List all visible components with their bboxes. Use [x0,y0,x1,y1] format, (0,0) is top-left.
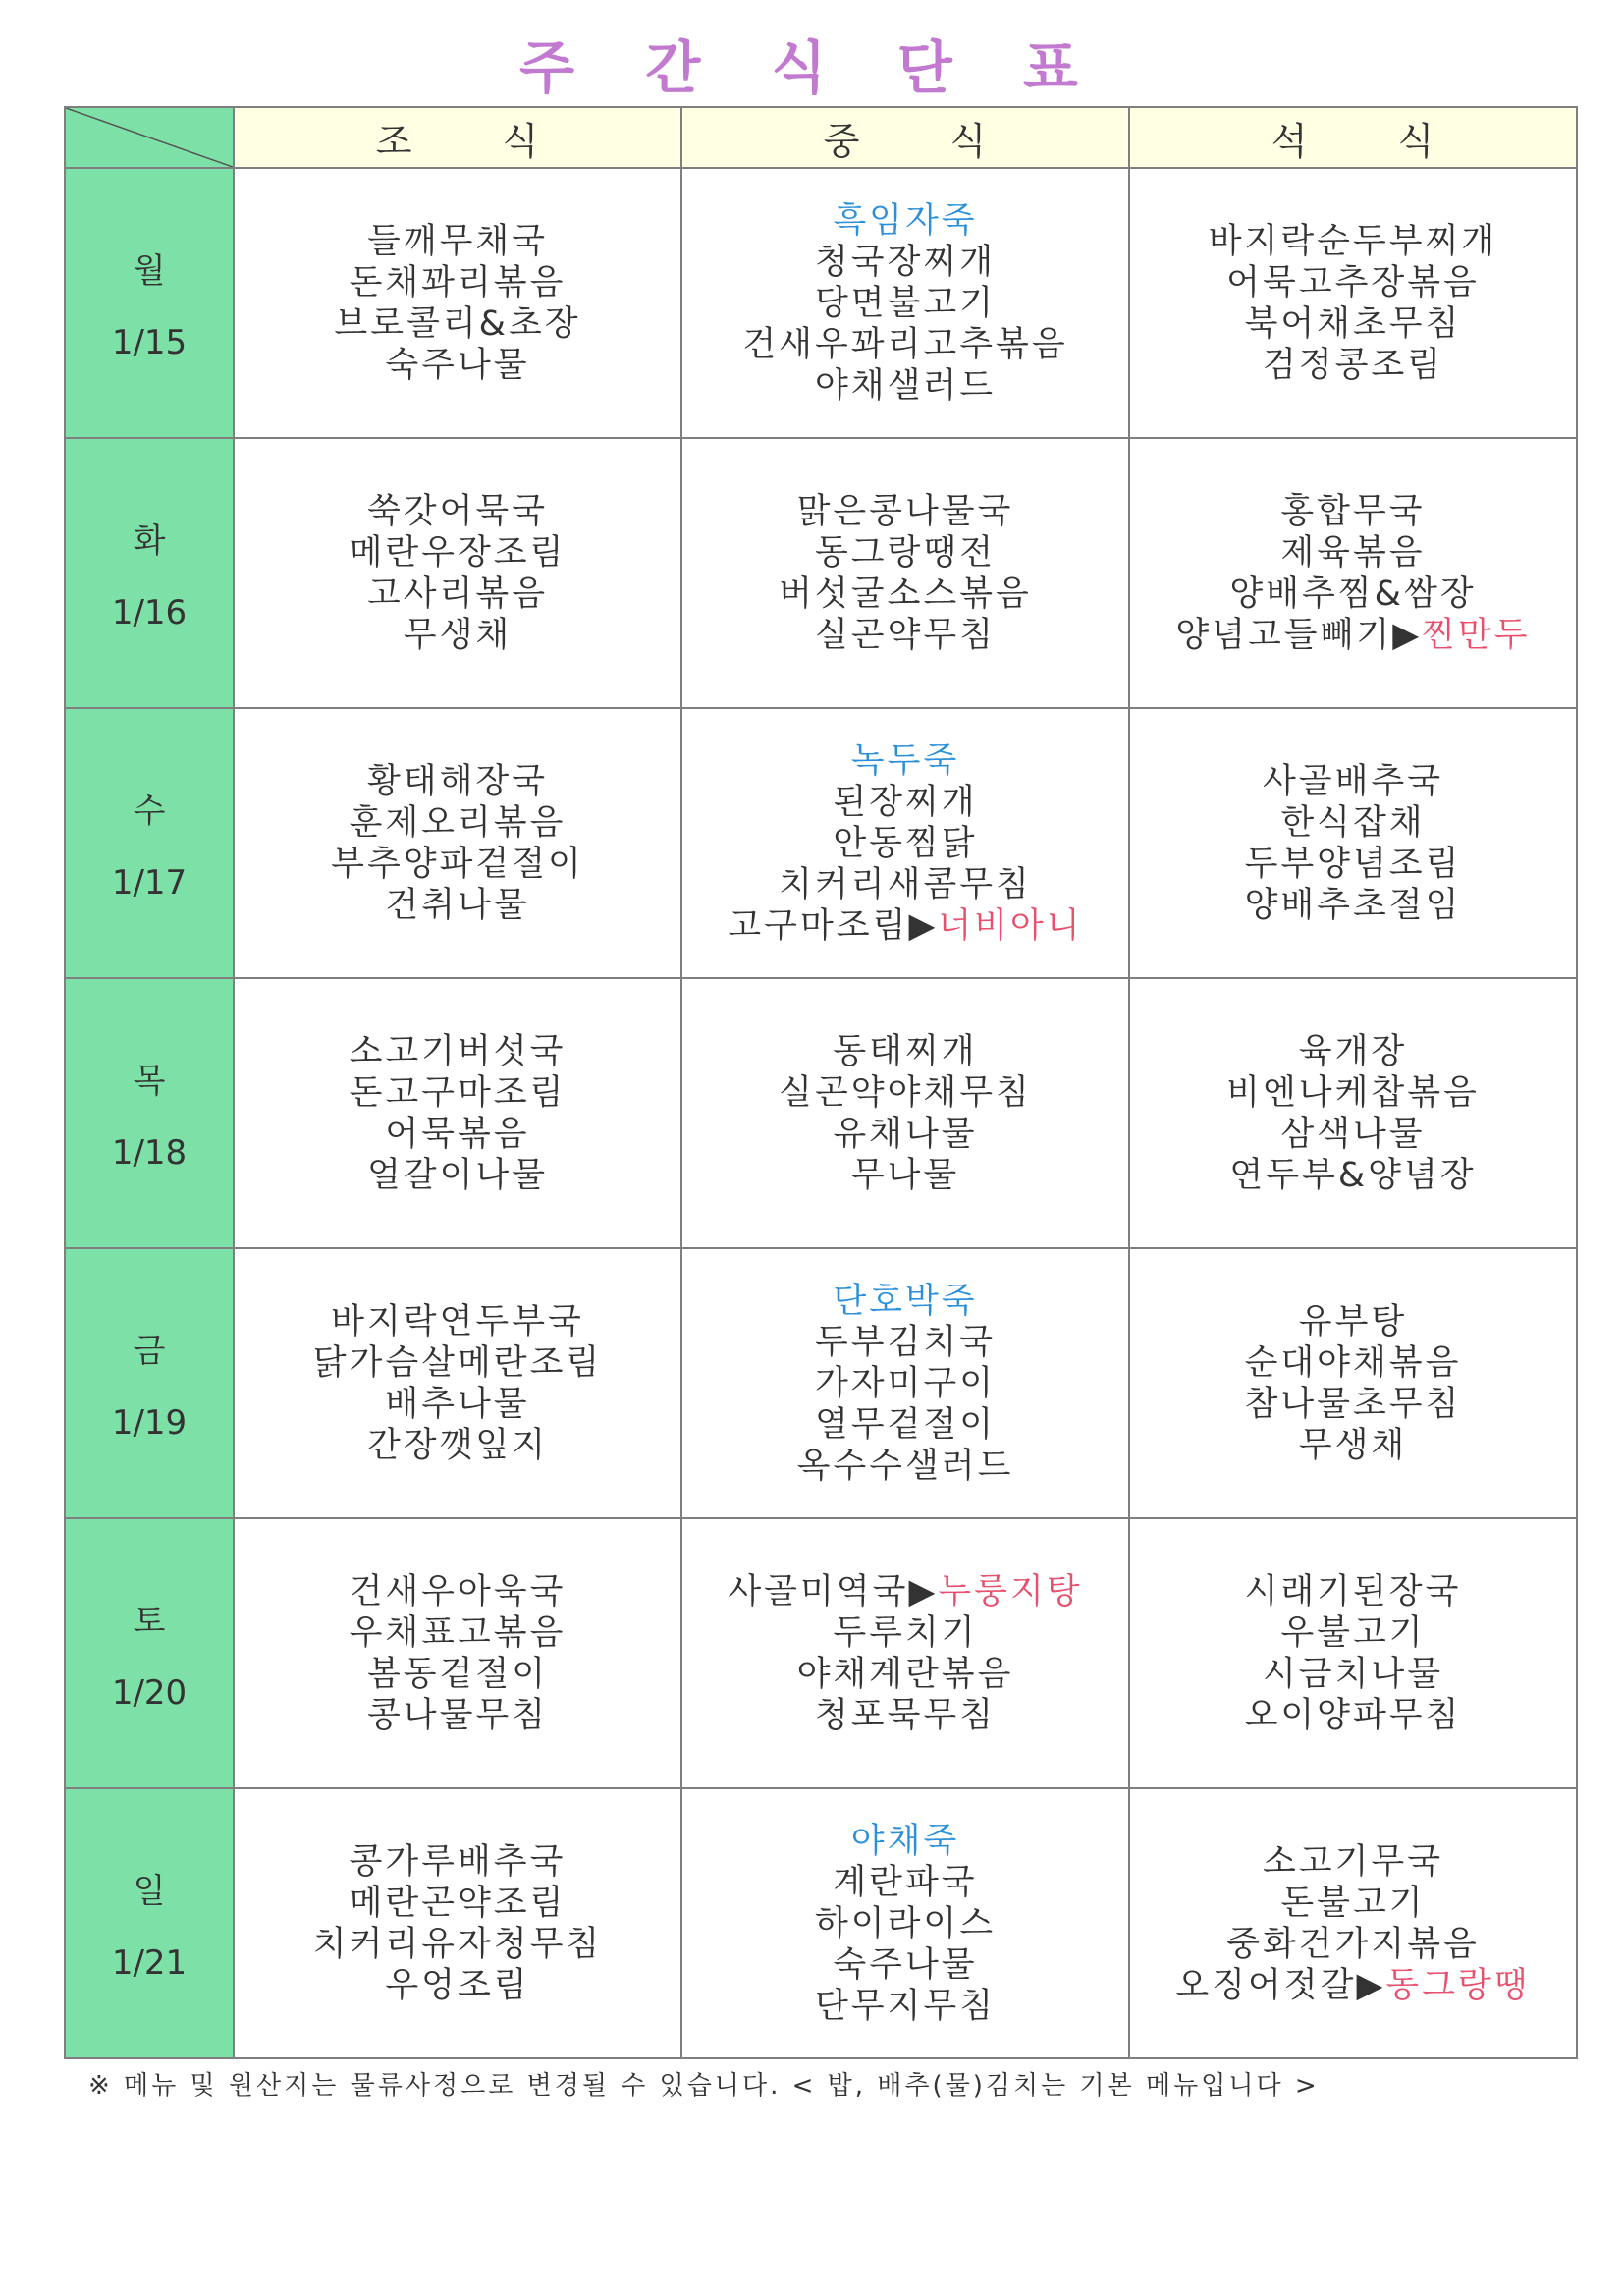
day-date: 1/19 [111,1403,188,1443]
menu-item: 육개장 [1298,1031,1408,1071]
menu-item: 검정콩조림 [1262,345,1444,385]
menu-item: 쑥갓어묵국 [366,491,549,531]
menu-item: 얼갈이나물 [366,1155,549,1195]
corner-cell [65,107,234,168]
menu-item: 야채계란볶음 [796,1654,1014,1694]
breakfast-cell [234,708,681,978]
menu-item: 야채샐러드 [814,365,997,406]
day-name: 목 [133,1062,166,1101]
menu-item: 어묵고추장볶음 [1226,262,1480,302]
menu-item: 열무겉절이 [814,1404,997,1445]
menu-item: 메란곤약조림 [349,1883,567,1923]
day-name: 금 [133,1332,166,1371]
day-row [65,1788,1577,2058]
menu-item: 오이양파무침 [1244,1695,1462,1735]
menu-item: 고구마조림 [728,905,909,946]
menu-item: 건새우꽈리고추볶음 [742,324,1068,364]
menu-item: 유채나물 [833,1114,978,1154]
breakfast-header: 조 식 [234,107,681,168]
day-name: 월 [133,251,166,291]
menu-item: 순대야채볶음 [1244,1342,1462,1383]
menu-item: 제육볶음 [1280,532,1426,573]
menu-item: 북어채초무침 [1244,303,1462,344]
day-cell [65,168,234,438]
menu-item: 소고기무국 [1262,1841,1444,1882]
day-row [65,708,1577,978]
day-date: 1/18 [111,1133,188,1173]
menu-item: 동그랑땡전 [814,532,997,573]
header-row [65,107,1577,168]
menu-item: 콩나물무침 [366,1695,549,1735]
breakfast-cell [234,168,681,438]
menu-item: 치커리유자청무침 [312,1924,603,1964]
menu-item: 참나물초무침 [1244,1384,1462,1424]
menu-item: 맑은콩나물국 [796,491,1014,531]
arrow-icon: ▶ [908,905,939,946]
day-cell [65,1788,234,2058]
menu-item: 시금치나물 [1262,1654,1444,1694]
menu-item: 바지락순두부찌개 [1208,221,1498,261]
lunch-cell [681,438,1129,708]
dinner-cell [1129,1518,1577,1788]
dinner-cell [1129,1788,1577,2058]
dinner-cell [1129,438,1577,708]
menu-item: 콩가루배추국 [349,1841,567,1882]
menu-item: 실곤약야채무침 [779,1072,1032,1113]
dinner-cell [1129,168,1577,438]
menu-item: 삼색나물 [1280,1114,1426,1154]
menu-item: 들깨무채국 [366,221,549,261]
breakfast-cell [234,438,681,708]
menu-item: 닭가슴살메란조림 [312,1342,603,1383]
menu-item: 치커리새콤무침 [779,864,1032,904]
menu-item: 홍합무국 [1280,491,1426,531]
lunch-cell [681,1788,1129,2058]
day-row [65,438,1577,708]
menu-item: 연두부&양념장 [1229,1155,1477,1195]
menu-item: 바지락연두부국 [331,1301,584,1341]
menu-item: 시래기된장국 [1244,1571,1462,1612]
day-date: 1/20 [111,1673,188,1713]
menu-item: 메란우장조림 [349,532,567,573]
menu-item: 사골미역국 [728,1571,909,1612]
day-row [65,168,1577,438]
menu-item: 양배추초절임 [1244,885,1462,925]
menu-item: 하이라이스 [814,1903,997,1943]
day-name: 토 [133,1602,166,1641]
menu-item: 어묵볶음 [385,1114,530,1154]
dinner-cell [1129,708,1577,978]
dinner-cell [1129,978,1577,1248]
menu-item: 옥수수샐러드 [796,1446,1014,1486]
dinner-header: 석 식 [1129,107,1577,168]
weekly-menu-table [64,106,1578,2059]
menu-item: 돈채꽈리볶음 [349,262,567,302]
menu-item: 단무지무침 [814,1986,997,2026]
lunch-cell [681,708,1129,978]
arrow-icon: ▶ [1392,615,1423,655]
porridge-item: 녹두죽 [850,740,960,781]
lunch-cell [681,1518,1129,1788]
menu-item: 간장깻잎지 [366,1425,549,1465]
menu-item-with-alternative [1130,615,1576,656]
menu-item: 훈제오리볶음 [349,802,567,843]
diagonal-line [66,108,233,167]
menu-item-with-alternative [682,1571,1128,1613]
porridge-item: 야채죽 [850,1821,960,1861]
menu-item: 무나물 [850,1155,960,1195]
menu-item: 브로콜리&초장 [334,303,581,344]
menu-item: 숙주나물 [385,345,530,385]
page-title: 주 간 식 단 표 [519,34,1104,101]
menu-item-with-alternative [682,905,1128,947]
lunch-header: 중 식 [681,107,1129,168]
menu-item: 두부양념조림 [1244,844,1462,884]
menu-item: 한식잡채 [1280,802,1426,843]
menu-item: 두부김치국 [814,1322,997,1362]
menu-item: 숙주나물 [833,1944,978,1985]
lunch-cell [681,978,1129,1248]
menu-item: 동태찌개 [833,1031,978,1071]
breakfast-cell [234,1788,681,2058]
day-cell [65,1518,234,1788]
alternative-item: 너비아니 [938,905,1083,946]
menu-item: 우채표고볶음 [349,1613,567,1653]
menu-item: 청국장찌개 [814,242,997,282]
menu-item: 중화건가지볶음 [1226,1924,1480,1964]
day-date: 1/17 [111,863,188,902]
day-row [65,1248,1577,1518]
menu-item: 우엉조림 [385,1965,530,2005]
menu-item: 부추양파겉절이 [331,844,584,884]
menu-item-with-alternative [1130,1965,1576,2006]
dinner-cell [1129,1248,1577,1518]
menu-item: 우불고기 [1280,1613,1426,1653]
menu-item: 무생채 [1298,1425,1408,1465]
menu-item: 사골배추국 [1262,761,1444,801]
menu-item: 소고기버섯국 [349,1031,567,1071]
breakfast-cell [234,1248,681,1518]
porridge-item: 흑임자죽 [833,200,978,241]
menu-item: 오징어젓갈 [1175,1965,1357,2005]
arrow-icon: ▶ [908,1571,939,1612]
breakfast-cell [234,978,681,1248]
day-name: 일 [133,1872,166,1911]
menu-item: 고사리볶음 [366,574,549,614]
breakfast-cell [234,1518,681,1788]
day-row [65,1518,1577,1788]
day-name: 수 [133,792,166,831]
menu-item: 실곤약무침 [814,615,997,655]
menu-item: 건새우아욱국 [349,1571,567,1612]
alternative-item: 누룽지탕 [938,1571,1083,1612]
menu-item: 청포묵무침 [814,1695,997,1735]
day-date: 1/16 [111,593,188,632]
menu-item: 양배추찜&쌈장 [1229,574,1477,614]
menu-item: 가자미구이 [814,1363,997,1403]
day-cell [65,978,234,1248]
day-row [65,978,1577,1248]
day-name: 화 [133,521,166,561]
day-date: 1/21 [111,1943,188,1983]
menu-item: 계란파국 [833,1862,978,1902]
arrow-icon: ▶ [1356,1965,1386,2005]
menu-item: 배추나물 [385,1384,530,1424]
menu-item: 봄동겉절이 [366,1654,549,1694]
footnote: ※ 메뉴 및 원산지는 물류사정으로 변경될 수 있습니다. < 밥, 배추(물)김치는 기본 메뉴입니다 > [88,2071,1320,2101]
menu-item: 황태해장국 [366,761,549,801]
lunch-cell [681,168,1129,438]
menu-item: 비엔나케찹볶음 [1226,1072,1480,1113]
menu-item: 두루치기 [833,1613,978,1653]
alternative-item: 동그랑땡 [1385,1965,1531,2005]
menu-item: 돈불고기 [1280,1883,1426,1923]
menu-item: 무생채 [403,615,513,655]
menu-item: 돈고구마조림 [349,1072,567,1113]
lunch-cell [681,1248,1129,1518]
porridge-item: 단호박죽 [833,1281,978,1321]
menu-item: 버섯굴소스볶음 [779,574,1032,614]
menu-item: 당면불고기 [814,283,997,323]
day-cell [65,708,234,978]
day-cell [65,438,234,708]
day-cell [65,1248,234,1518]
menu-item: 안동찜닭 [833,823,978,863]
menu-item: 양념고들빼기 [1175,615,1393,655]
menu-item: 건취나물 [385,885,530,925]
menu-item: 된장찌개 [833,782,978,822]
day-date: 1/15 [111,323,188,362]
menu-item: 유부탕 [1298,1301,1408,1341]
alternative-item: 찐만두 [1422,615,1531,655]
